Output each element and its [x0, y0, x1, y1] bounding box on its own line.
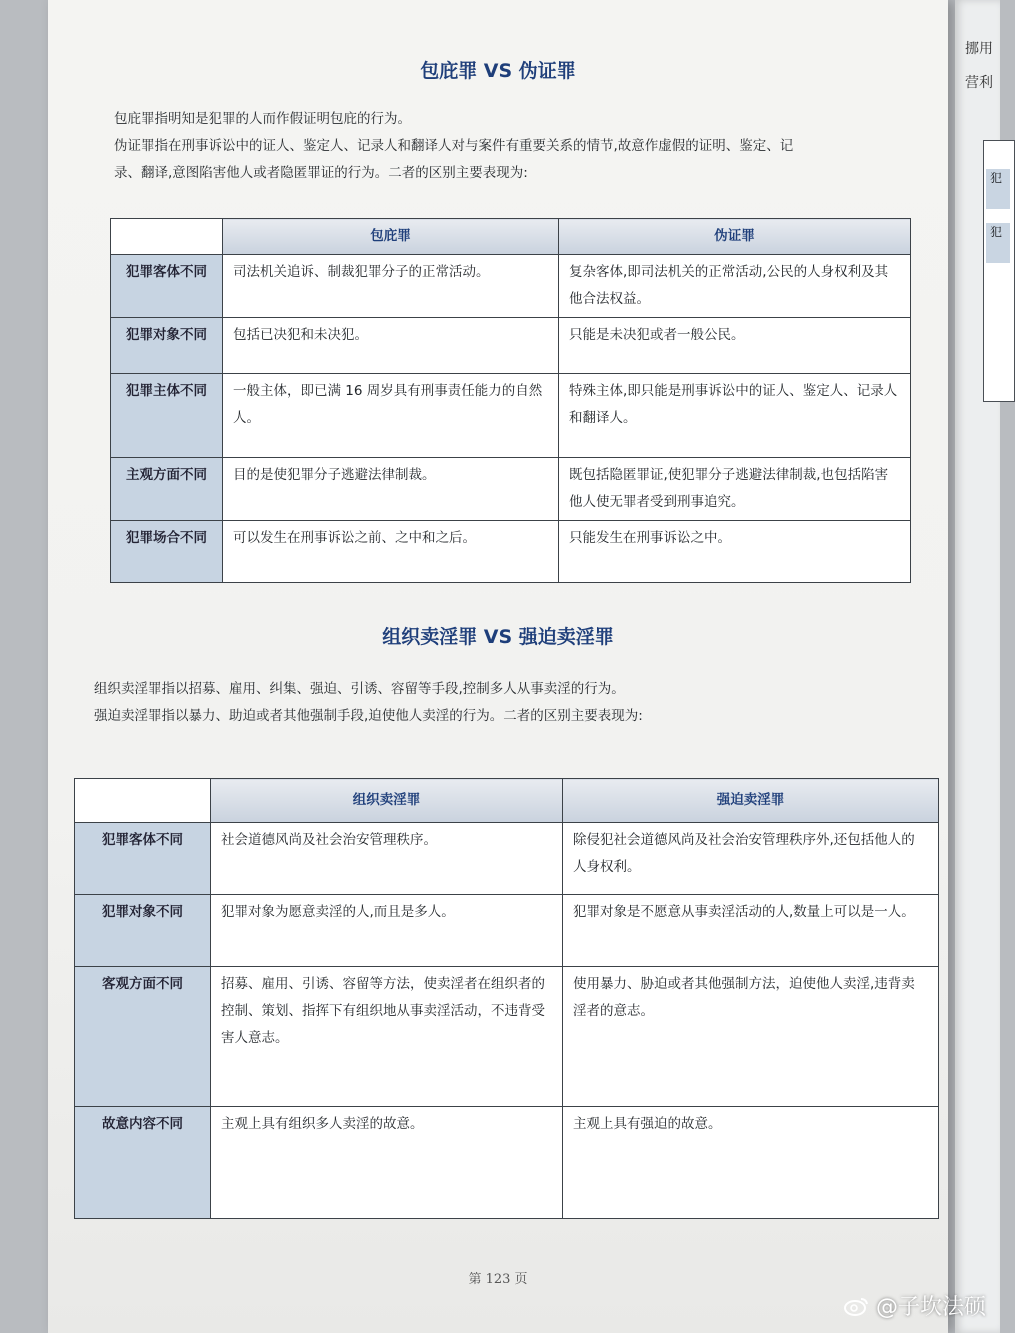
page-number: 第 123 页 — [468, 1272, 528, 1287]
intro-line: 伪证罪指在刑事诉讼中的证人、鉴定人、记录人和翻译人对与案件有重要关系的情节,故意作虚假的证明、鉴定、记 — [114, 138, 794, 154]
weibo-icon — [844, 1296, 870, 1316]
column-header: 包庇罪 — [223, 219, 559, 255]
row-header: 犯罪客体不同 — [75, 823, 211, 895]
table-cell: 使用暴力、胁迫或者其他强制方法，迫使他人卖淫,违背卖淫者的意志。 — [563, 967, 939, 1107]
row-header: 主观方面不同 — [111, 458, 223, 521]
table-cell: 只能发生在刑事诉讼之中。 — [559, 521, 911, 583]
comparison-table-1 — [110, 218, 911, 583]
row-header: 犯罪对象不同 — [75, 895, 211, 967]
table-cell: 可以发生在刑事诉讼之前、之中和之后。 — [223, 521, 559, 583]
table-row — [111, 374, 911, 458]
next-page-edge — [955, 0, 1003, 1333]
row-header: 客观方面不同 — [75, 967, 211, 1107]
row-header: 犯罪对象不同 — [111, 318, 223, 374]
table-cell: 只能是未决犯或者一般公民。 — [559, 318, 911, 374]
section-intro-1 — [114, 106, 894, 187]
next-page-text: 挪用 — [965, 41, 993, 57]
next-page-cell: 犯 — [986, 169, 1010, 209]
column-header: 伪证罪 — [559, 219, 911, 255]
table-cell: 主观上具有组织多人卖淫的故意。 — [211, 1107, 563, 1219]
watermark — [844, 1290, 986, 1321]
intro-line: 强迫卖淫罪指以暴力、助迫或者其他强制手段,迫使他人卖淫的行为。二者的区别主要表现为: — [94, 708, 643, 724]
table-cell: 复杂客体,即司法机关的正常活动,公民的人身权利及其他合法权益。 — [559, 255, 911, 318]
intro-line: 录、翻译,意图陷害他人或者隐匿罪证的行为。二者的区别主要表现为: — [114, 165, 528, 181]
row-header: 犯罪客体不同 — [111, 255, 223, 318]
table-cell: 目的是使犯罪分子逃避法律制裁。 — [223, 458, 559, 521]
table-cell: 特殊主体,即只能是刑事诉讼中的证人、鉴定人、记录人和翻译人。 — [559, 374, 911, 458]
table-row — [75, 967, 939, 1107]
table-corner — [111, 219, 223, 255]
table-row — [75, 823, 939, 895]
row-header: 犯罪主体不同 — [111, 374, 223, 458]
intro-line: 包庇罪指明知是犯罪的人而作假证明包庇的行为。 — [114, 111, 411, 127]
section-title-1: 包庇罪 VS 伪证罪 — [420, 60, 576, 82]
comparison-table-2 — [74, 778, 939, 1219]
row-header: 犯罪场合不同 — [111, 521, 223, 583]
table-row — [75, 1107, 939, 1219]
document-page — [48, 0, 948, 1333]
table-cell: 除侵犯社会道德风尚及社会治安管理秩序外,还包括他人的人身权利。 — [563, 823, 939, 895]
section-intro-2 — [94, 676, 894, 730]
table-cell: 司法机关追诉、制裁犯罪分子的正常活动。 — [223, 255, 559, 318]
table-cell: 既包括隐匿罪证,使犯罪分子逃避法律制裁,也包括陷害他人使无罪者受到刑事追究。 — [559, 458, 911, 521]
next-page-table — [983, 140, 1015, 402]
row-header: 故意内容不同 — [75, 1107, 211, 1219]
intro-line: 组织卖淫罪指以招募、雇用、纠集、强迫、引诱、容留等手段,控制多人从事卖淫的行为。 — [94, 681, 625, 697]
table-cell: 社会道德风尚及社会治安管理秩序。 — [211, 823, 563, 895]
table-row — [111, 255, 911, 318]
next-page-cell: 犯 — [986, 223, 1010, 263]
table-row — [111, 458, 911, 521]
table-cell: 一般主体，即已满 16 周岁具有刑事责任能力的自然人。 — [223, 374, 559, 458]
next-page-text: 营利 — [965, 75, 993, 91]
watermark-text: @子坎法硕 — [875, 1295, 986, 1320]
column-header: 组织卖淫罪 — [211, 779, 563, 823]
table-row — [111, 318, 911, 374]
table-cell: 招募、雇用、引诱、容留等方法，使卖淫者在组织者的控制、策划、指挥下有组织地从事卖淫活动，不违背受害人意志。 — [211, 967, 563, 1107]
table-row — [111, 521, 911, 583]
table-cell: 犯罪对象为愿意卖淫的人,而且是多人。 — [211, 895, 563, 967]
table-cell: 犯罪对象是不愿意从事卖淫活动的人,数量上可以是一人。 — [563, 895, 939, 967]
section-title-2: 组织卖淫罪 VS 强迫卖淫罪 — [382, 626, 614, 648]
table-cell: 主观上具有强迫的故意。 — [563, 1107, 939, 1219]
table-row — [75, 895, 939, 967]
column-header: 强迫卖淫罪 — [563, 779, 939, 823]
table-cell: 包括已决犯和未决犯。 — [223, 318, 559, 374]
table-corner — [75, 779, 211, 823]
